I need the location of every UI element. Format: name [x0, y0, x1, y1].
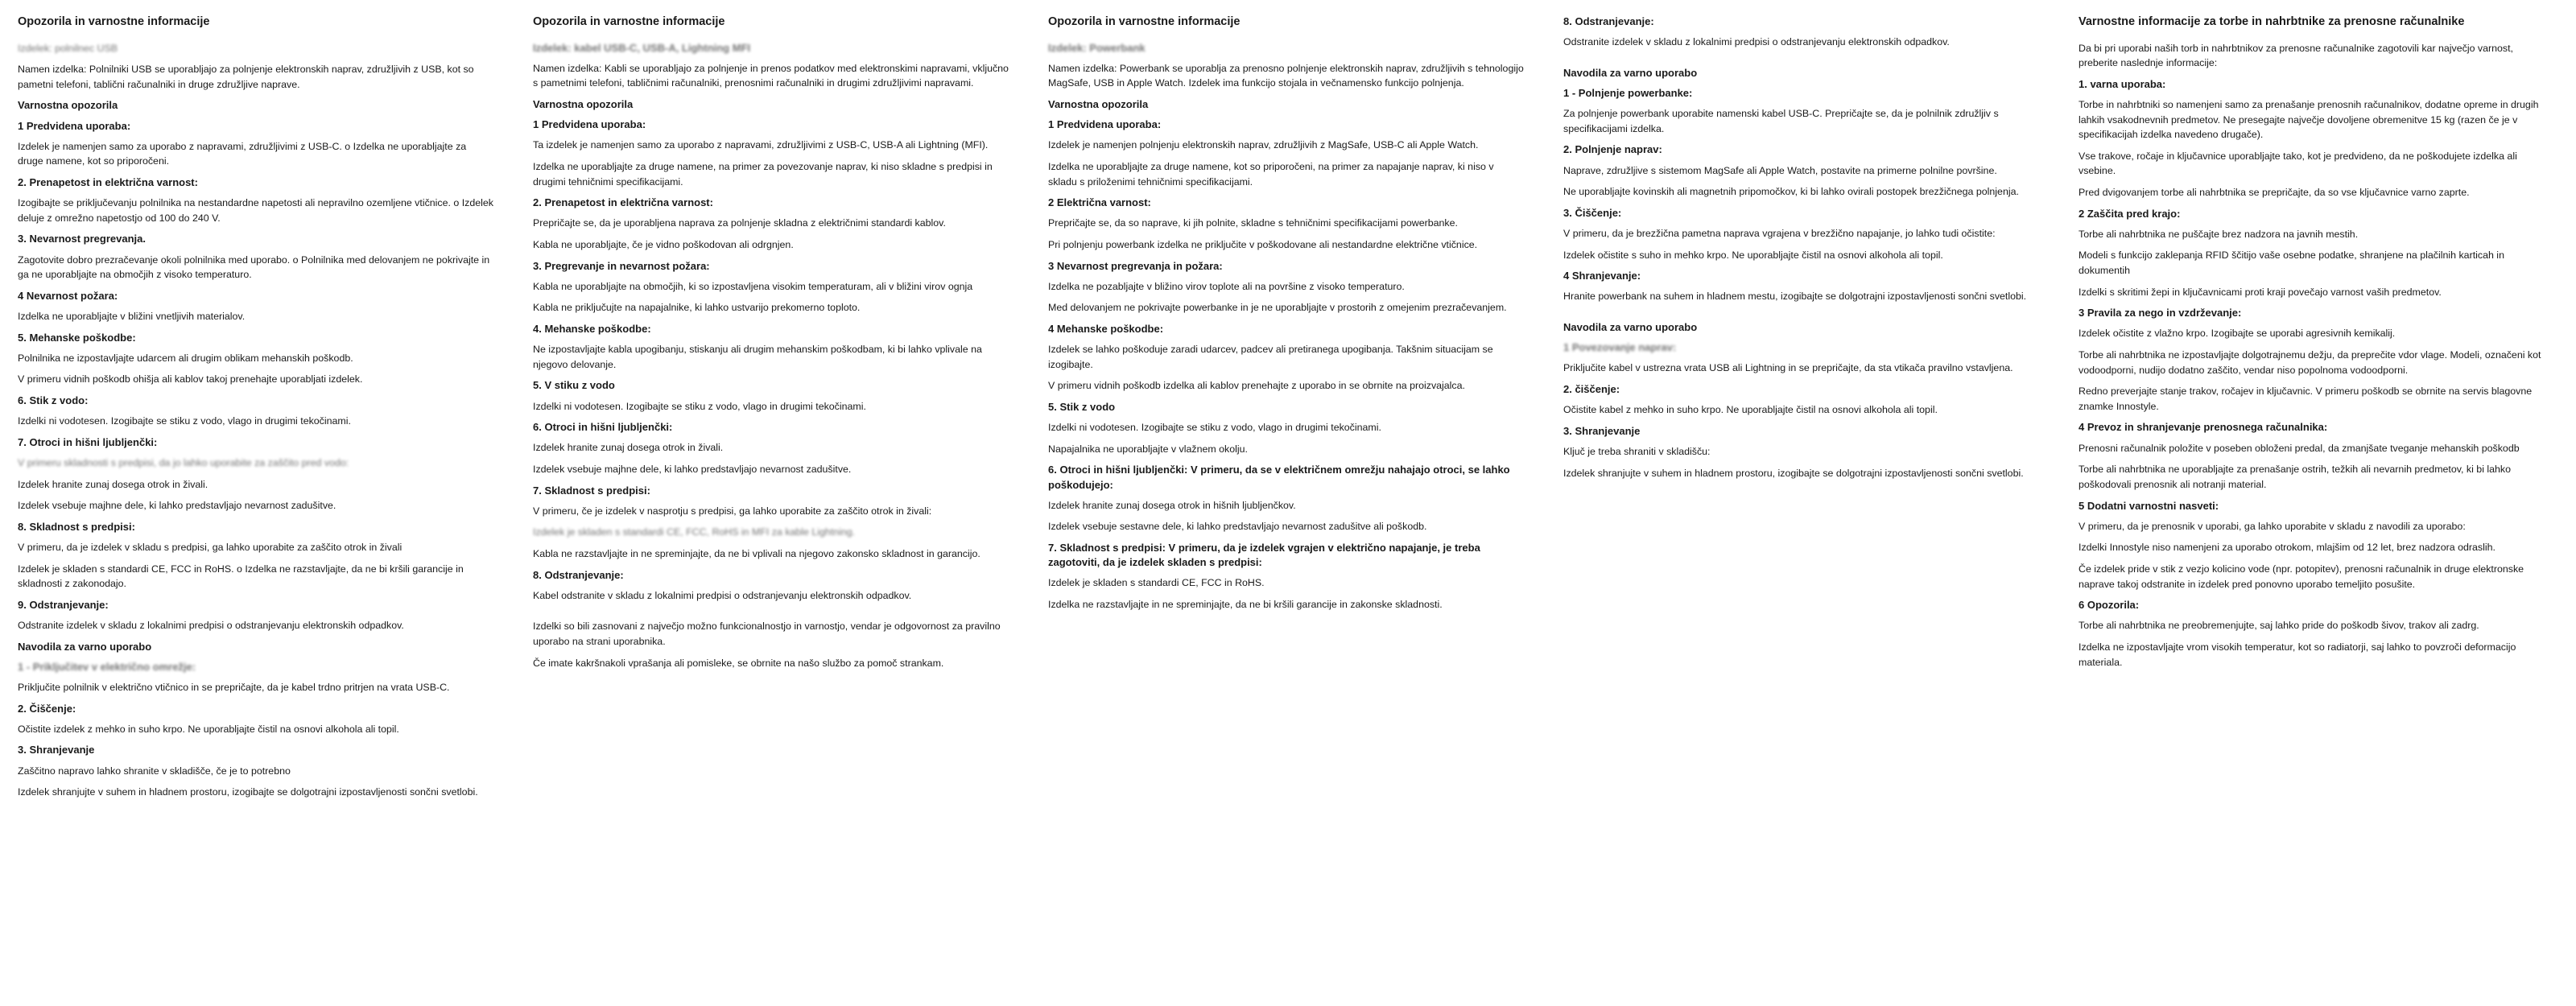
section-heading: 2. Prenapetost in električna varnost: [533, 196, 713, 209]
section-heading: 3. Shranjevanje [18, 744, 95, 757]
paragraph: Pred dvigovanjem torbe ali nahrbtnika se prepričajte, da so vse ključavnice varno zaprte. [2079, 187, 2470, 199]
paragraph: Če imate kakršnakoli vprašanja ali pomisleke, se obrnite na našo službo za pomoč strankam. [533, 657, 944, 669]
paragraph: Napajalnika ne uporabljajte v vlažnem okolju. [1048, 443, 1248, 455]
paragraph: Ne izpostavljajte kabla upogibanju, stiskanju ali drugim mehanskim poškodbam, ki bi lahko vplivale na njegovo delovanje. [533, 344, 982, 370]
paragraph: Torbe ali nahrbtnika ne puščajte brez nadzora na javnih mestih. [2079, 228, 2359, 240]
paragraph: Priključite polnilnik v električno vtičnico in se prepričajte, da je kabel trdno pritrjen na vrata USB-C. [18, 682, 450, 693]
paragraph: Izdelek vsebuje majhne dele, ki lahko predstavljajo nevarnost zadušitve. [18, 500, 336, 512]
paragraph: Izdelki ni vodotesen. Izogibajte se stiku z vodo, vlago in drugimi tekočinami. [18, 415, 351, 427]
column-backpack [2061, 14, 2576, 1006]
product-name: Izdelek: Powerbank [1048, 41, 1146, 54]
paragraph: Namen izdelka: Polnilniki USB se uporabljajo za polnjenje elektronskih naprav, združljivih z USB, kot so pametni telefoni, tablični računalniki in druge združljive naprave. [18, 64, 474, 90]
paragraph: Izdelka ne izpostavljajte vrom visokih temperatur, kot so radiatorji, saj lahko to povzroči deformacijo materiala. [2079, 641, 2516, 668]
paragraph: Izdelek očistite z vlažno krpo. Izogibajte se uporabi agresivnih kemikalij. [2079, 328, 2396, 340]
product-name: Izdelek: polnilnec USB [18, 42, 118, 54]
paragraph: V primeru vidnih poškodb izdelka ali kablov prenehajte z uporabo in se obrnite na proizvajalca. [1048, 380, 1465, 392]
section-heading: Navodila za varno uporabo [1563, 321, 1698, 333]
section-heading: 1 - Polnjenje powerbanke: [1563, 86, 1693, 99]
paragraph: Da bi pri uporabi naših torb in nahrbtnikov za prenosne računalnike zagotovili kar največjo varnost, preberite naslednje informacije: [2079, 42, 2513, 69]
paragraph: Zaščitno napravo lahko shranite v skladišče, če je to potrebno [18, 765, 291, 777]
paragraph: Hranite powerbank na suhem in hladnem mestu, izogibajte se dolgotrajni izpostavljenosti sončni svetlobi. [1563, 291, 2027, 303]
paragraph: Odstranite izdelek v skladu z lokalnimi predpisi o odstranjevanju elektronskih odpadkov. [1563, 36, 1950, 48]
section-heading: 2. Čiščenje: [18, 702, 76, 715]
paragraph: Očistite kabel z mehko in suho krpo. Ne uporabljajte čistil na osnovi alkohola ali topil. [1563, 404, 1938, 416]
column-powerbank-usage [1546, 14, 2061, 1006]
section-heading: 2. Prenapetost in električna varnost: [18, 175, 198, 188]
paragraph: Zagotovite dobro prezračevanje okoli polnilnika med uporabo. o Polnilnika med delovanjem ne pokrivajte in ga ne uporabljajte na območjih z visoko temperaturo. [18, 254, 490, 281]
paragraph: Izdelek shranjujte v suhem in hladnem prostoru, izogibajte se dolgotrajni izpostavljenosti sončni svetlobi. [18, 786, 478, 798]
section-heading: 2. Polnjenje naprav: [1563, 143, 1662, 156]
section-heading: Varnostna opozorila [1048, 97, 1149, 110]
paragraph: Prenosni računalnik položite v poseben obloženi predal, da zmanjšate tveganje mehanskih poškodb [2079, 442, 2520, 454]
section-heading: 7. Otroci in hišni ljubljenčki: [18, 435, 158, 448]
section-heading: 1 Predvidena uporaba: [1048, 118, 1162, 131]
section-heading: 3. Nevarnost pregrevanja. [18, 233, 146, 245]
section-heading: 3. Shranjevanje [1563, 424, 1641, 437]
paragraph: Izdelek je skladen s standardi CE, FCC in RoHS. o Izdelka ne razstavljajte, da ne bi kršili garancije in skladnosti z zakonodajo. [18, 563, 464, 590]
section-heading: 3 Nevarnost pregrevanja in požara: [1048, 259, 1223, 272]
paragraph: Torbe ali nahrbtnika ne preobremenjujte, saj lahko pride do poškodb šivov, trakov ali zadrg. [2079, 620, 2479, 632]
paragraph: Polnilnika ne izpostavljajte udarcem ali drugim oblikam mehanskih poškodb. [18, 352, 353, 364]
section-heading: 5. Stik z vodo [1048, 401, 1116, 413]
paragraph: Izdelka ne uporabljajte za druge namene, kot so priporočeni, na primer za napajanje naprav, ki niso v skladu s priloženimi tehničnimi specifikacijami. [1048, 160, 1494, 188]
section-heading: 5. V stiku z vodo [533, 379, 615, 392]
paragraph: Kabla ne priključujte na napajalnike, ki lahko ustvarijo prekomerno toploto. [533, 302, 861, 314]
column-heading: Opozorila in varnostne informacije [533, 15, 725, 28]
paragraph: Če izdelek pride v stik z vezjo kolicino vode (npr. potopitev), prenosni računalnik in druge elektronske naprave takoj odstranite in izdelek pred ponovno uporabo temeljito posušite. [2079, 563, 2524, 590]
section-heading: 6. Stik z vodo: [18, 394, 89, 406]
section-heading: 4 Prevoz in shranjevanje prenosnega računalnika: [2079, 421, 2328, 434]
paragraph-obscured: Izdelek je skladen s standardi CE, FCC, RoHS in MFI za kable Lightning. [533, 526, 856, 538]
paragraph: Pri polnjenju powerbank izdelka ne priključite v poškodovane ali nestandardne električne vtičnice. [1048, 238, 1478, 250]
paragraph: Torbe ali nahrbtnika ne uporabljajte za prenašanje ostrih, težkih ali nevarnih predmetov, ki bi lahko poškodovali prenosnik ali notranji material. [2079, 464, 2512, 490]
paragraph: Izdelek hranite zunaj dosega otrok in živali. [533, 442, 724, 454]
paragraph: Izogibajte se priključevanju polnilnika na nestandardne napetosti ali nepravilno ozemljene vtičnice. o Izdelek deluje z omrežno napetostjo od 100 do 240 V. [18, 197, 493, 224]
section-heading: 3. Pregrevanje in nevarnost požara: [533, 259, 710, 272]
section-heading: 8. Skladnost s predpisi: [18, 520, 135, 533]
section-heading: 6 Opozorila: [2079, 599, 2140, 612]
spacer [1563, 56, 2040, 66]
paragraph: Odstranite izdelek v skladu z lokalnimi predpisi o odstranjevanju elektronskih odpadkov. [18, 620, 404, 632]
section-heading: 4 Nevarnost požara: [18, 289, 118, 302]
section-heading: 1. varna uporaba: [2079, 77, 2166, 90]
column-usb-charger [0, 14, 515, 1006]
paragraph: Izdelek očistite s suho in mehko krpo. Ne uporabljajte čistil na osnovi alkohola ali topil. [1563, 249, 1943, 261]
paragraph: Izdelek shranjujte v suhem in hladnem prostoru, izogibajte se dolgotrajni izpostavljenosti sončni svetlobi. [1563, 467, 2024, 479]
paragraph: Izdelki ni vodotesen. Izogibajte se stiku z vodo, vlago in drugimi tekočinami. [533, 400, 866, 412]
column-powerbank [1030, 14, 1546, 1006]
section-heading: 2 Električna varnost: [1048, 196, 1151, 209]
section-heading: 8. Odstranjevanje: [1563, 15, 1654, 27]
column-heading: Varnostne informacije za torbe in nahrbtnike za prenosne računalnike [2079, 15, 2465, 28]
paragraph: Prepričajte se, da so naprave, ki jih polnite, skladne s tehničnimi specifikacijami powerbanke. [1048, 217, 1458, 229]
paragraph: Redno preverjajte stanje trakov, ročajev in ključavnic. V primeru poškodb se obrnite na servis blagovne znamke Innostyle. [2079, 385, 2533, 412]
paragraph: Izdelek je skladen s standardi CE, FCC in RoHS. [1048, 577, 1265, 589]
paragraph: Modeli s funkcijo zaklepanja RFID ščitijo vaše osebne podatke, shranjene na plačilnih karticah in dokumentih [2079, 249, 2504, 277]
paragraph: Izdelka ne uporabljajte v bližini vnetljivih materialov. [18, 310, 246, 322]
section-heading: 2 Zaščita pred krajo: [2079, 207, 2181, 220]
paragraph: Ta izdelek je namenjen samo za uporabo z napravami, združljivimi z USB-C, USB-A ali Lightning (MFI). [533, 139, 989, 151]
paragraph: Očistite izdelek z mehko in suho krpo. Ne uporabljajte čistil na osnovi alkohola ali topil. [18, 723, 399, 735]
section-heading: Navodila za varno uporabo [18, 640, 152, 653]
section-heading: 1 Predvidena uporaba: [18, 119, 131, 132]
paragraph: Izdelki s skritimi žepi in ključavnicami proti kraji povečajo varnost vaših predmetov. [2079, 286, 2442, 298]
paragraph: Kabla ne razstavljajte in ne spreminjajte, da ne bi vplivali na njegovo zakonsko skladnost in garancijo. [533, 548, 980, 559]
paragraph: V primeru, če je izdelek v nasprotju s predpisi, ga lahko uporabite za zaščito otrok in živali: [533, 505, 932, 517]
section-heading: Varnostna opozorila [533, 97, 634, 110]
paragraph: Naprave, združljive s sistemom MagSafe ali Apple Watch, postavite na primerne polnilne površine. [1563, 164, 1997, 176]
paragraph: Namen izdelka: Powerbank se uporablja za prenosno polnjenje elektronskih naprav, združljivih s tehnologijo MagSafe, USB in Apple Watch. Izdelek ima funkcijo stojala in večnamensko funkcijo polnjenja. [1048, 62, 1524, 89]
column-heading: Opozorila in varnostne informacije [1048, 15, 1241, 28]
section-heading: 5. Mehanske poškodbe: [18, 331, 136, 344]
paragraph: Izdelek hranite zunaj dosega otrok in hišnih ljubljenčkov. [1048, 499, 1296, 511]
paragraph: Prepričajte se, da je uporabljena naprava za polnjenje skladna z električnimi standardi kablov. [533, 217, 946, 229]
section-heading: 3. Čiščenje: [1563, 206, 1622, 219]
paragraph: Namen izdelka: Kabli se uporabljajo za polnjenje in prenos podatkov med elektronskimi napravami, vključno s pametnimi telefoni, tabličnimi računalniki, prenosnimi računalniki in drugimi združljivimi napravami. [533, 62, 1009, 89]
paragraph: Izdelek hranite zunaj dosega otrok in živali. [18, 478, 208, 490]
paragraph: Izdelek se lahko poškoduje zaradi udarcev, padcev ali pretiranega upogibanja. Takšnim situacijam se izogibajte. [1048, 344, 1493, 370]
paragraph: Izdelka ne razstavljajte in ne spreminjajte, da ne bi kršili garancije in zakonske skladnosti. [1048, 598, 1443, 610]
paragraph: V primeru vidnih poškodb ohišja ali kablov takoj prenehajte uporabljati izdelek. [18, 373, 363, 385]
paragraph: Izdelek vsebuje sestavne dele, ki lahko predstavljajo nevarnost zadušitve ali poškodb. [1048, 521, 1427, 533]
paragraph: Ključ je treba shraniti v skladišču: [1563, 445, 1711, 457]
section-heading: Navodila za varno uporabo [1563, 66, 1698, 79]
paragraph: Izdelki so bili zasnovani z največjo možno funkcionalnostjo in varnostjo, vendar je odgovornost za pravilno uporabo na strani uporabnika. [533, 621, 1001, 648]
paragraph: Za polnjenje powerbank uporabite namenski kabel USB-C. Prepričajte se, da je polnilnik združljiv s specifikacijami izdelka. [1563, 108, 1999, 134]
spacer [533, 609, 1009, 619]
paragraph: V primeru, da je izdelek v skladu s predpisi, ga lahko uporabite za zaščito otrok in živali [18, 542, 402, 553]
paragraph: Torbe in nahrbtniki so namenjeni samo za prenašanje prenosnih računalnikov, dodatne opreme in drugih lahkih vsakodnevnih predmetov. Ne presegajte največje dovoljene obremenitve 15 kg (razen če je v specifikacijah izdelka navedeno drugače). [2079, 98, 2539, 141]
section-heading: 6. Otroci in hišni ljubljenčki: V primeru, da se v električnem omrežju nahajajo otroci, se lahko poškodujejo: [1048, 464, 1510, 491]
section-heading: Varnostna opozorila [18, 99, 118, 112]
section-heading: 7. Skladnost s predpisi: [533, 484, 650, 497]
section-heading-obscured: 1 Povezovanje naprav: [1563, 341, 1677, 354]
section-heading: 1 Predvidena uporaba: [533, 118, 646, 131]
paragraph: Kabla ne uporabljajte na območjih, ki so izpostavljena visokim temperaturam, ali v bližini virov ognja [533, 280, 973, 292]
paragraph: V primeru, da je brezžična pametna naprava vgrajena v brezžično napajanje, jo lahko tudi očistite: [1563, 227, 1996, 239]
section-heading: 7. Skladnost s predpisi: V primeru, da je izdelek vgrajen v električno napajanje, je treba zagotoviti, da je izdelek skladen s predpisi: [1048, 542, 1480, 569]
paragraph-obscured: V primeru skladnosti s predpisi, da jo lahko uporabite za zaščito pred vodo: [18, 456, 349, 468]
paragraph: Izdelek vsebuje majhne dele, ki lahko predstavljajo nevarnost zadušitve. [533, 463, 852, 475]
spacer [1563, 311, 2040, 320]
paragraph: Kabel odstranite v skladu z lokalnimi predpisi o odstranjevanju elektronskih odpadkov. [533, 589, 912, 601]
section-heading: 2. čiščenje: [1563, 382, 1620, 395]
section-heading: 5 Dodatni varnostni nasveti: [2079, 499, 2219, 512]
section-heading: 4. Mehanske poškodbe: [533, 322, 651, 335]
section-heading: 9. Odstranjevanje: [18, 598, 109, 611]
paragraph: Vse trakove, ročaje in ključavnice uporabljajte tako, kot je predvideno, da ne poškodujete izdelka ali vsebine. [2079, 150, 2517, 177]
section-heading: 4 Mehanske poškodbe: [1048, 322, 1164, 335]
section-heading: 3 Pravila za nego in vzdrževanje: [2079, 307, 2242, 320]
paragraph: Ne uporabljajte kovinskih ali magnetnih pripomočkov, ki bi lahko ovirali postopek brezžičnega polnjenja. [1563, 186, 2019, 198]
paragraph: Priključite kabel v ustrezna vrata USB ali Lightning in se prepričajte, da sta vtikača pravilno vstavljena. [1563, 362, 2013, 374]
paragraph: Kabla ne uporabljajte, če je vidno poškodovan ali odrgnjen. [533, 238, 794, 250]
paragraph: Izdelka ne uporabljajte za druge namene, na primer za povezovanje naprav, ki niso skladne s predpisi in drugimi tehničnimi specifikacijami. [533, 160, 993, 188]
paragraph: Med delovanjem ne pokrivajte powerbanke in je ne uporabljajte v prostorih z omejenim prezračevanjem. [1048, 302, 1507, 314]
column-heading: Opozorila in varnostne informacije [18, 15, 210, 28]
paragraph: V primeru, da je prenosnik v uporabi, ga lahko uporabite v skladu z navodili za uporabo: [2079, 520, 2466, 532]
section-heading-obscured: 1 - Priključitev v električno omrežje: [18, 660, 196, 673]
paragraph: Izdelki Innostyle niso namenjeni za uporabo otrokom, mlajšim od 12 let, brez nadzora odraslih. [2079, 542, 2496, 554]
section-heading: 4 Shranjevanje: [1563, 270, 1641, 282]
product-name: Izdelek: kabel USB-C, USB-A, Lightning MFI [533, 41, 751, 54]
paragraph: Izdelki ni vodotesen. Izogibajte se stiku z vodo, vlago in drugimi tekočinami. [1048, 422, 1381, 434]
paragraph: Izdelek je namenjen polnjenju elektronskih naprav, združljivih z MagSafe, USB-C ali Apple Watch. [1048, 139, 1479, 151]
paragraph: Izdelek je namenjen samo za uporabo z napravami, združljivimi z USB-C. o Izdelka ne uporabljajte za druge namene, kot so priporočeni. [18, 140, 467, 167]
section-heading: 6. Otroci in hišni ljubljenčki: [533, 421, 673, 434]
column-cable-mfi [515, 14, 1030, 1006]
paragraph: Izdelka ne pozabljajte v bližino virov toplote ali na površine z visoko temperaturo. [1048, 280, 1405, 292]
paragraph: Torbe ali nahrbtnika ne izpostavljajte dolgotrajnemu dežju, da preprečite vdor vlage. Modeli, označeni kot vodoodporni, nudijo dodatno zaščito, vendar niso popolnoma vodoodporni. [2079, 349, 2541, 376]
section-heading: 8. Odstranjevanje: [533, 568, 624, 581]
